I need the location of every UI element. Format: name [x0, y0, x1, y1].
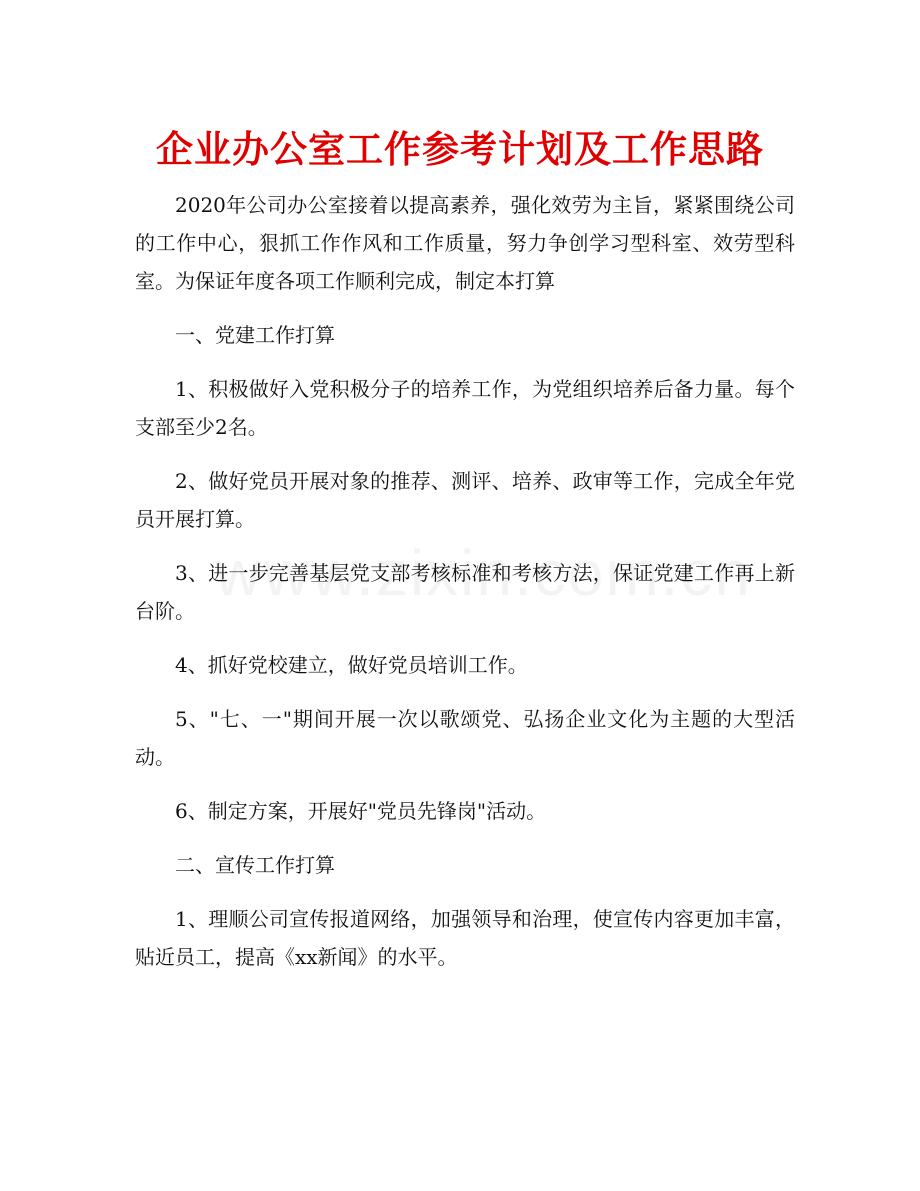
- paragraph-item: 2、做好党员开展对象的推荐、测评、培养、政审等工作，完成全年党员开展打算。: [135, 469, 795, 531]
- paragraph-intro: 2020年公司办公室接着以提高素养，强化效劳为主旨，紧紧围绕公司的工作中心，狠抓工作作风和工作质量，努力争创学习型科室、效劳型科室。为保证年度各项工作顺利完成，制定本打算: [135, 193, 795, 293]
- paragraph-item: 5、"七、一"期间开展一次以歌颂党、弘扬企业文化为主题的大型活动。: [135, 707, 795, 769]
- document-body: [135, 186, 795, 992]
- paragraph-item: 4、抓好党校建立，做好党员培训工作。: [175, 653, 528, 677]
- paragraph-item: 6、制定方案，开展好"党员先锋岗"活动。: [175, 799, 547, 823]
- document-title: 企业办公室工作参考计划及工作思路: [156, 128, 764, 171]
- paragraph-item: 1、理顺公司宣传报道网络，加强领导和治理，使宣传内容更加丰富，贴近员工，提高《xx新闻》的水平。: [135, 907, 795, 969]
- paragraph-item: 3、进一步完善基层党支部考核标准和考核方法，保证党建工作再上新台阶。: [135, 561, 795, 623]
- section-heading-publicity: 二、宣传工作打算: [175, 853, 335, 877]
- paragraph-item: 1、积极做好入党积极分子的培养工作，为党组织培养后备力量。每个支部至少2名。: [135, 377, 795, 439]
- section-heading-party-building: 一、党建工作打算: [175, 323, 335, 347]
